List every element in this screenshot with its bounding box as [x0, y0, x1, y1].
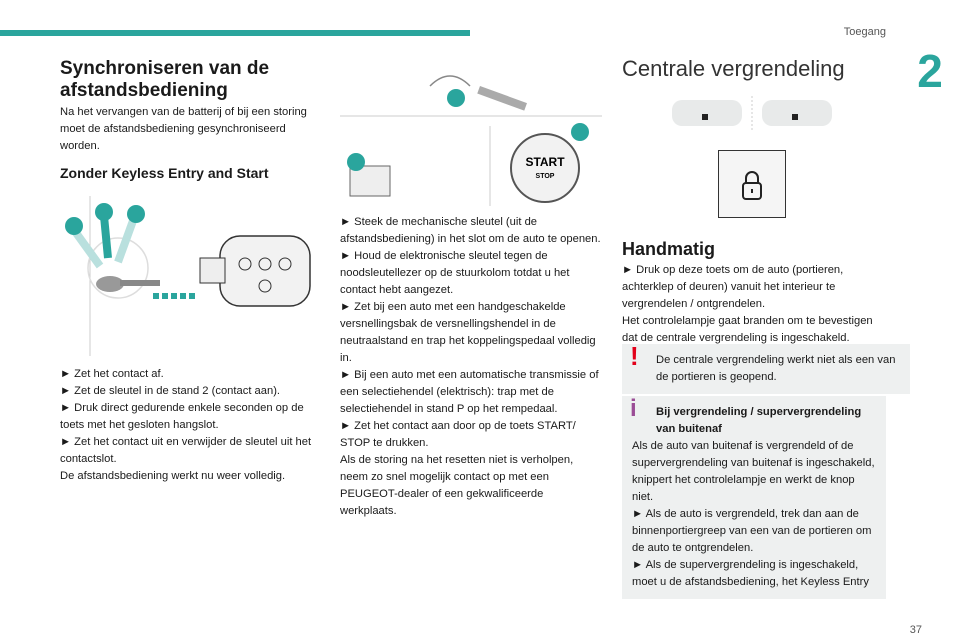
key-fob-illustration [60, 196, 318, 356]
warning-icon: ! [630, 341, 639, 371]
chapter-number: 2 [900, 40, 960, 102]
stop-label: STOP [535, 173, 555, 180]
info-line: ► Als de supervergrendeling is ingeschakeld, moet u de afstandsbediening, het Keyless Entry [632, 559, 869, 588]
emergency-outro: Als de storing na het resetten niet is verholpen, neem zo snel mogelijk contact op met een PEUGEOT-dealer of een gekwalificeerde werkplaats. [340, 454, 574, 517]
emergency-key-illustration [340, 56, 602, 206]
manual-intro2: Het controlelampje gaat branden om te bevestigen dat de centrale vergrendeling is ingeschakeld. [622, 315, 873, 344]
lock-button[interactable] [718, 150, 786, 218]
info-line: ► Als de auto is vergrendeld, trek dan aan de binnenportiergreep van een van de portieren om de auto te ontgrendelen. [632, 508, 872, 554]
section-label: Toegang [843, 26, 886, 38]
warning-note [622, 341, 910, 394]
central-locking-title: Centrale vergrendeling [622, 56, 845, 81]
info-title: Bij vergrendeling / supervergrendeling van buitenaf [656, 406, 862, 435]
emergency-step: ► Houd de elektronische sleutel tegen de noodsleutellezer op de stuurkolom totdat u het contact hebt aangezet. [340, 250, 570, 296]
info-line: Als de auto van buitenaf is vergrendeld of de supervergrendeling van buitenaf is ingeschakeld, knippert het controlelampje en werkt de knop niet. [632, 440, 875, 503]
lock-icon [719, 151, 785, 217]
top-accent-bar [0, 30, 470, 36]
sync-step: ► Druk direct gedurende enkele seconden op de toets met het gesloten hangslot. [60, 402, 304, 431]
emergency-step: ► Bij een auto met een automatische transmissie of een selectiehendel (elektrisch): trap met de selectiehendel in stand P op het rempedaal. [340, 369, 599, 415]
sync-step: ► Zet het contact af. [60, 368, 164, 380]
emergency-step: ► Zet het contact aan door op de toets START/ STOP te drukken. [340, 420, 576, 449]
start-label: START [525, 155, 565, 169]
emergency-steps [340, 214, 602, 520]
info-icon: i [630, 395, 637, 422]
sync-step: ► Zet de sleutel in de stand 2 (contact aan). [60, 385, 281, 397]
sync-step: ► Zet het contact uit en verwijder de sleutel uit het contactslot. [60, 436, 312, 465]
sync-steps [60, 366, 318, 485]
dashboard-illustration [672, 96, 832, 136]
sync-subtitle: Zonder Keyless Entry and Start [60, 165, 269, 181]
emergency-step: ► Steek de mechanische sleutel (uit de afstandsbediening) in het slot om de auto te openen. [340, 216, 601, 245]
info-note [622, 396, 886, 599]
sync-title: Synchroniseren van de afstandsbediening [60, 58, 270, 101]
emergency-step: ► Zet bij een auto met een handgeschakelde versnellingsbak de versnellingshendel in de neutraalstand en trap het koppelingspedaal volledig in. [340, 301, 596, 364]
sync-intro: Na het vervangen van de batterij of bij een storing moet de afstandsbediening gesynchroniseerd worden. [60, 106, 307, 152]
manual-intro: ► Druk op deze toets om de auto (portieren, achterklep of deuren) vanuit het interieur te vergrendelen / ontgrendelen. [622, 264, 844, 310]
manual-subtitle: Handmatig [622, 239, 716, 259]
sync-outro: De afstandsbediening werkt nu weer volledig. [60, 470, 286, 482]
page-number: 37 [909, 624, 922, 636]
warning-text: De centrale vergrendeling werkt niet als een van de portieren is geopend. [656, 354, 896, 383]
